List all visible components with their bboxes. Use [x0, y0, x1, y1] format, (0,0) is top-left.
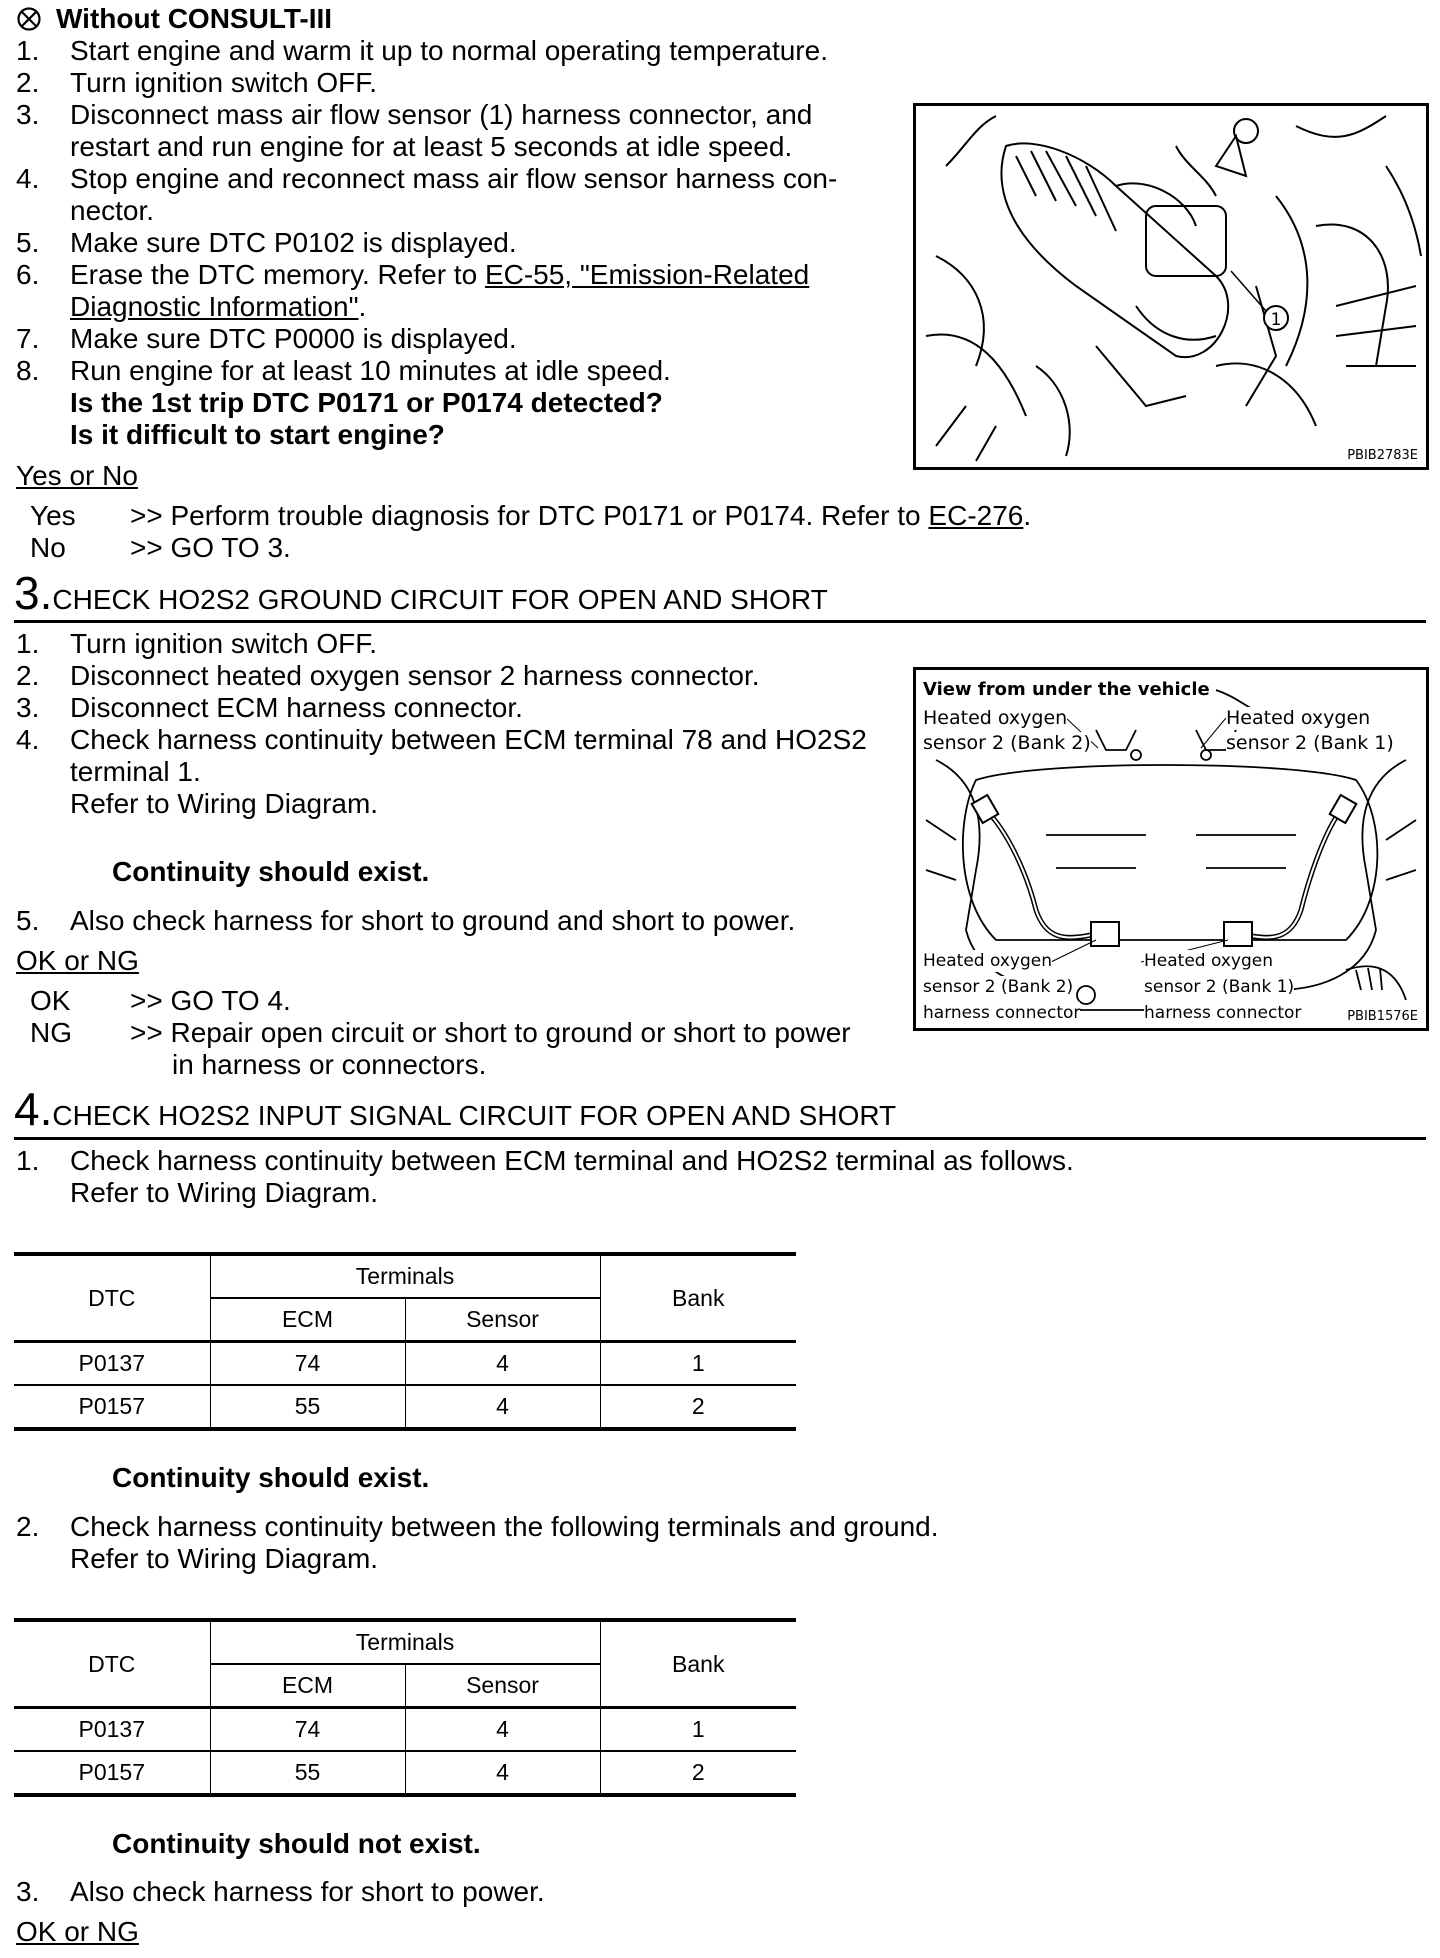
answer-key: Yes	[30, 500, 76, 531]
answer-text	[130, 500, 1031, 532]
step-text: Refer to Wiring Diagram.	[70, 1543, 379, 1574]
answer-text-part: .	[1023, 500, 1032, 531]
step-text: Also check harness for short to power.	[70, 1876, 545, 1907]
step-number: 1.	[16, 35, 40, 66]
continuity-spec: Continuity should exist.	[112, 856, 430, 887]
cell-sensor: 4	[405, 1342, 600, 1386]
step-number: 5.	[16, 905, 40, 936]
cell-bank: 1	[600, 1708, 796, 1752]
step-text: Disconnect heated oxygen sensor 2 harness connector.	[70, 660, 760, 691]
figure-id: PBIB1576E	[1347, 1009, 1418, 1024]
step-text: Also check harness for short to ground and short to power.	[70, 905, 796, 936]
label-bank1-connector: sensor 2 (Bank 1)	[1144, 977, 1295, 997]
step-number: 3.	[16, 692, 40, 723]
step-text	[70, 291, 366, 323]
answer-key: OK	[30, 985, 71, 1016]
step-text: Disconnect ECM harness connector.	[70, 692, 523, 723]
section-title: Without CONSULT-III	[56, 3, 333, 34]
question: Is it difficult to start engine?	[70, 419, 445, 450]
answer-text: in harness or connectors.	[172, 1049, 487, 1080]
header-dtc: DTC	[14, 1254, 210, 1342]
step-text: Start engine and warm it up to normal operating temperature.	[70, 35, 828, 66]
terminal-table-ground	[14, 1618, 796, 1797]
answer-label: Yes or No	[16, 460, 138, 491]
step-number: 4.	[16, 724, 40, 755]
step-number: 8.	[16, 355, 40, 386]
terminal-table-continuity	[14, 1252, 796, 1431]
cell-ecm: 74	[210, 1708, 405, 1752]
continuity-spec: Continuity should exist.	[112, 1462, 430, 1493]
label-bank2-sensor: Heated oxygen	[923, 707, 1068, 729]
step-number: 2.	[16, 1511, 40, 1542]
step-text: Check harness continuity between ECM terminal and HO2S2 terminal as follows.	[70, 1145, 1074, 1176]
header-sensor: Sensor	[405, 1664, 600, 1708]
step-text: Make sure DTC P0000 is displayed.	[70, 323, 517, 354]
header-dtc: DTC	[14, 1620, 210, 1708]
label-bank1-sensor: sensor 2 (Bank 1)	[1226, 732, 1394, 754]
cell-bank: 2	[600, 1385, 796, 1429]
step-heading-title: CHECK HO2S2 INPUT SIGNAL CIRCUIT FOR OPEN AND SHORT	[52, 1100, 897, 1131]
header-bank: Bank	[600, 1620, 796, 1708]
step-heading-title: CHECK HO2S2 GROUND CIRCUIT FOR OPEN AND SHORT	[52, 584, 828, 615]
step-number: 6.	[16, 259, 40, 290]
step-text: terminal 1.	[70, 756, 201, 787]
header-terminals: Terminals	[210, 1254, 600, 1298]
table-row	[14, 1385, 796, 1429]
divider	[14, 1137, 1426, 1140]
step-number: 3.	[16, 99, 40, 130]
step-number: 1.	[16, 1145, 40, 1176]
header-terminals: Terminals	[210, 1620, 600, 1664]
step-text-part: Erase the DTC memory. Refer to	[70, 259, 485, 290]
header-ecm: ECM	[210, 1664, 405, 1708]
step-number: 2.	[16, 67, 40, 98]
step-number: 3.	[16, 1876, 40, 1907]
step-number: 4.	[16, 163, 40, 194]
header-ecm: ECM	[210, 1298, 405, 1342]
step-text: Disconnect mass air flow sensor (1) harness connector, and	[70, 99, 813, 130]
cell-ecm: 55	[210, 1751, 405, 1795]
step-text-part: .	[358, 291, 367, 322]
ec276-reference-link[interactable]: EC-276	[928, 500, 1024, 531]
cell-sensor: 4	[405, 1385, 600, 1429]
bank1-connector-shape	[1224, 922, 1252, 946]
step-text: Make sure DTC P0102 is displayed.	[70, 227, 517, 258]
label-bank2-connector: sensor 2 (Bank 2)	[923, 977, 1074, 997]
label-bank2-connector: harness connector	[923, 1003, 1081, 1023]
table-row	[14, 1751, 796, 1795]
ho2s2-location-figure	[913, 667, 1429, 1031]
cell-dtc: P0157	[14, 1385, 210, 1429]
cell-ecm: 55	[210, 1385, 405, 1429]
ec55-reference-link[interactable]: EC-55, "Emission-Related	[484, 259, 810, 290]
engine-bay-illustration	[916, 106, 1426, 467]
table-row	[14, 1342, 796, 1386]
label-bank1-connector: harness connector	[1144, 1003, 1302, 1023]
label-bank1-connector: Heated oxygen	[1144, 951, 1274, 971]
step4-heading	[14, 1082, 896, 1136]
mass-air-flow-sensor-figure	[913, 103, 1429, 470]
question: Is the 1st trip DTC P0171 or P0174 detected?	[70, 387, 663, 418]
continuity-spec: Continuity should not exist.	[112, 1828, 481, 1859]
step-text: Turn ignition switch OFF.	[70, 67, 378, 98]
callout-number: 1	[1270, 310, 1282, 330]
cell-sensor: 4	[405, 1751, 600, 1795]
answer-label: OK or NG	[16, 1916, 139, 1947]
table-header-row	[14, 1254, 796, 1298]
answer-key: NG	[30, 1017, 72, 1048]
table-row	[14, 1708, 796, 1752]
divider	[14, 620, 1426, 623]
cell-ecm: 74	[210, 1342, 405, 1386]
step-number: 2.	[16, 660, 40, 691]
answer-key: No	[30, 532, 66, 563]
step-number: 5.	[16, 227, 40, 258]
step-text: Refer to Wiring Diagram.	[70, 788, 379, 819]
step-text: Check harness continuity between the following terminals and ground.	[70, 1511, 939, 1542]
header-bank: Bank	[600, 1254, 796, 1342]
header-sensor: Sensor	[405, 1298, 600, 1342]
label-bank2-connector: Heated oxygen	[923, 951, 1053, 971]
cell-bank: 1	[600, 1342, 796, 1386]
step-text	[70, 259, 809, 291]
step-text: restart and run engine for at least 5 seconds at idle speed.	[70, 131, 793, 162]
answer-text: >> GO TO 3.	[130, 532, 291, 563]
cell-dtc: P0157	[14, 1751, 210, 1795]
step-number: 7.	[16, 323, 40, 354]
bank2-connector-shape	[1091, 922, 1119, 946]
step3-heading	[14, 566, 828, 620]
step-text: Run engine for at least 10 minutes at idle speed.	[70, 355, 671, 386]
no-consult-icon	[16, 6, 42, 32]
cell-sensor: 4	[405, 1708, 600, 1752]
step-text: Stop engine and reconnect mass air flow sensor harness con-	[70, 163, 838, 194]
answer-text: >> GO TO 4.	[130, 985, 291, 1016]
table-header-row	[14, 1620, 796, 1664]
step-big-number: 4.	[14, 1083, 53, 1135]
answer-text-part: >> Perform trouble diagnosis for DTC P0171 or P0174. Refer to	[130, 500, 929, 531]
cell-dtc: P0137	[14, 1708, 210, 1752]
ec55-reference-link-cont[interactable]: Diagnostic Information"	[70, 291, 359, 322]
figure-title: View from under the vehicle	[923, 679, 1210, 700]
label-bank2-sensor: sensor 2 (Bank 2)	[923, 732, 1091, 754]
step-text: Turn ignition switch OFF.	[70, 628, 378, 659]
figure-id: PBIB2783E	[1347, 448, 1418, 463]
step-text: Refer to Wiring Diagram.	[70, 1177, 379, 1208]
cell-bank: 2	[600, 1751, 796, 1795]
step-text: nector.	[70, 195, 155, 226]
answer-text: >> Repair open circuit or short to ground or short to power	[130, 1017, 851, 1048]
cell-dtc: P0137	[14, 1342, 210, 1386]
step-text: Check harness continuity between ECM terminal 78 and HO2S2	[70, 724, 867, 755]
step-big-number: 3.	[14, 567, 53, 619]
answer-label: OK or NG	[16, 945, 139, 976]
label-bank1-sensor: Heated oxygen	[1226, 707, 1371, 729]
step-number: 1.	[16, 628, 40, 659]
